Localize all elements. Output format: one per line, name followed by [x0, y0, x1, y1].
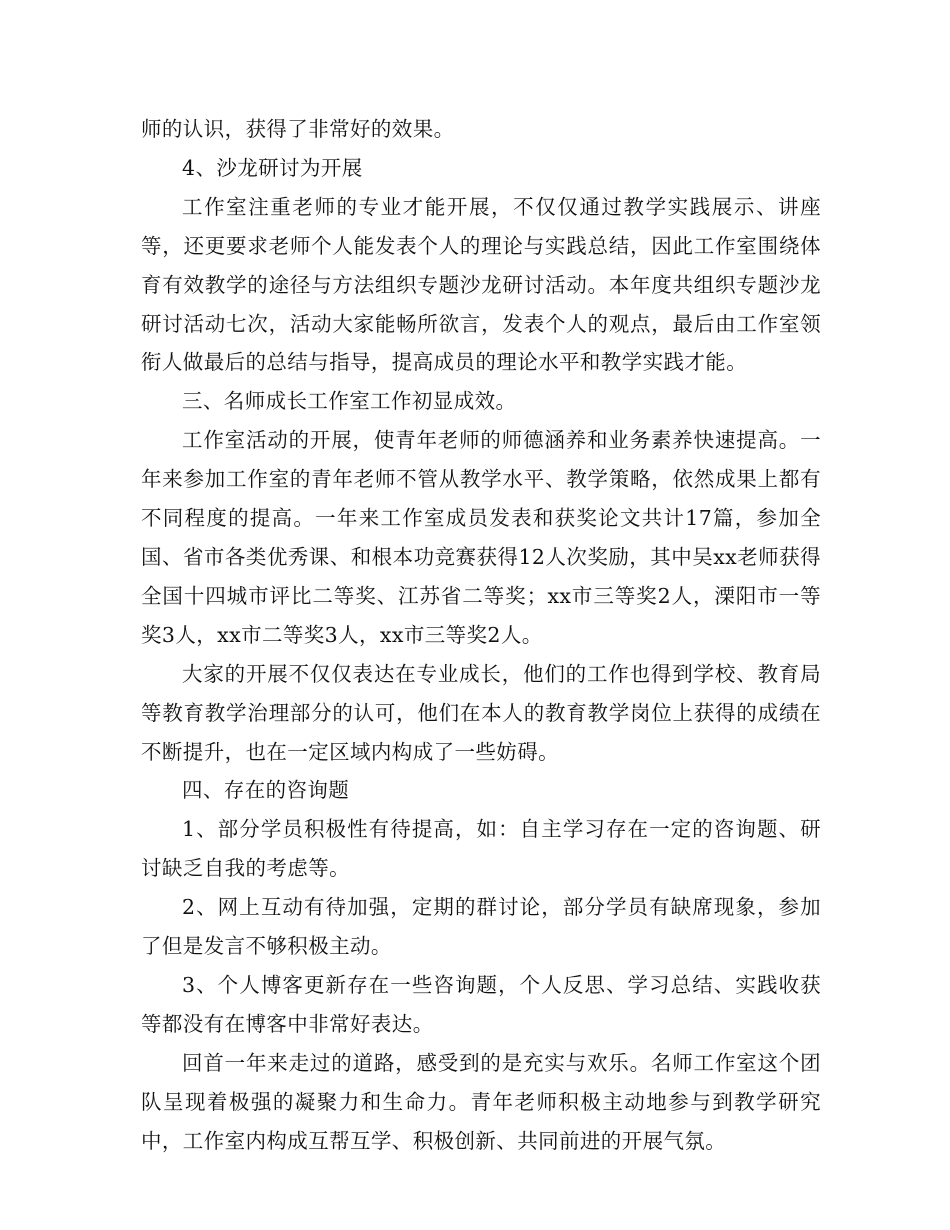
paragraph-achievements: 工作室活动的开展，使青年老师的师德涵养和业务素养快速提高。一年来参加工作室的青年老师不管从教学水平、教学策略，依然成果上都有不同程度的提高。一年来工作室成员发表和获奖论文共计17篇，参加全国、省市各类优秀课、和根本功竞赛获得12人次奖励，其中吴xx老师获得全国十四城市评比二等奖、江苏省二等奖；xx市三等奖2人，溧阳市一等奖3人，xx市二等奖3人，xx市三等奖2人。: [141, 428, 821, 647]
list-item-problem-2: 2、网上互动有待加强，定期的群讨论，部分学员有缺席现象，参加了但是发言不够积极主动。: [141, 895, 821, 959]
paragraph-continuation: 师的认识，获得了非常好的效果。: [141, 117, 455, 141]
paragraph-salon-activities: 工作室注重老师的专业才能开展，不仅仅通过教学实践展示、讲座等，还更要求老师个人能发表个人的理论与实践总结，因此工作室围绕体育有效教学的途径与方法组织专题沙龙研讨活动。本年度共组织专题沙龙研讨活动七次，活动大家能畅所欲言，发表个人的观点，最后由工作室领衔人做最后的总结与指导，提高成员的理论水平和教学实践才能。: [141, 194, 821, 375]
list-item-problem-3: 3、个人博客更新存在一些咨询题，个人反思、学习总结、实践收获等都没有在博客中非常好表达。: [141, 972, 821, 1036]
paragraph-recognition: 大家的开展不仅仅表达在专业成长，他们的工作也得到学校、教育局等教育教学治理部分的认可，他们在本人的教育教学岗位上获得的成绩在不断提升，也在一定区域内构成了一些妨碍。: [141, 661, 821, 764]
heading-salon-research: 4、沙龙研讨为开展: [182, 155, 363, 180]
heading-section-three: 三、名师成长工作室工作初显成效。: [182, 389, 517, 414]
document-page: [141, 110, 821, 1160]
heading-section-four: 四、存在的咨询题: [182, 778, 350, 803]
list-item-problem-1: 1、部分学员积极性有待提高，如：自主学习存在一定的咨询题、研讨缺乏自我的考虑等。: [141, 817, 821, 881]
paragraph-conclusion: 回首一年来走过的道路，感受到的是充实与欢乐。名师工作室这个团队呈现着极强的凝聚力和生命力。青年老师积极主动地参与到教学研究中，工作室内构成互帮互学、积极创新、共同前进的开展气氛。: [141, 1050, 821, 1153]
